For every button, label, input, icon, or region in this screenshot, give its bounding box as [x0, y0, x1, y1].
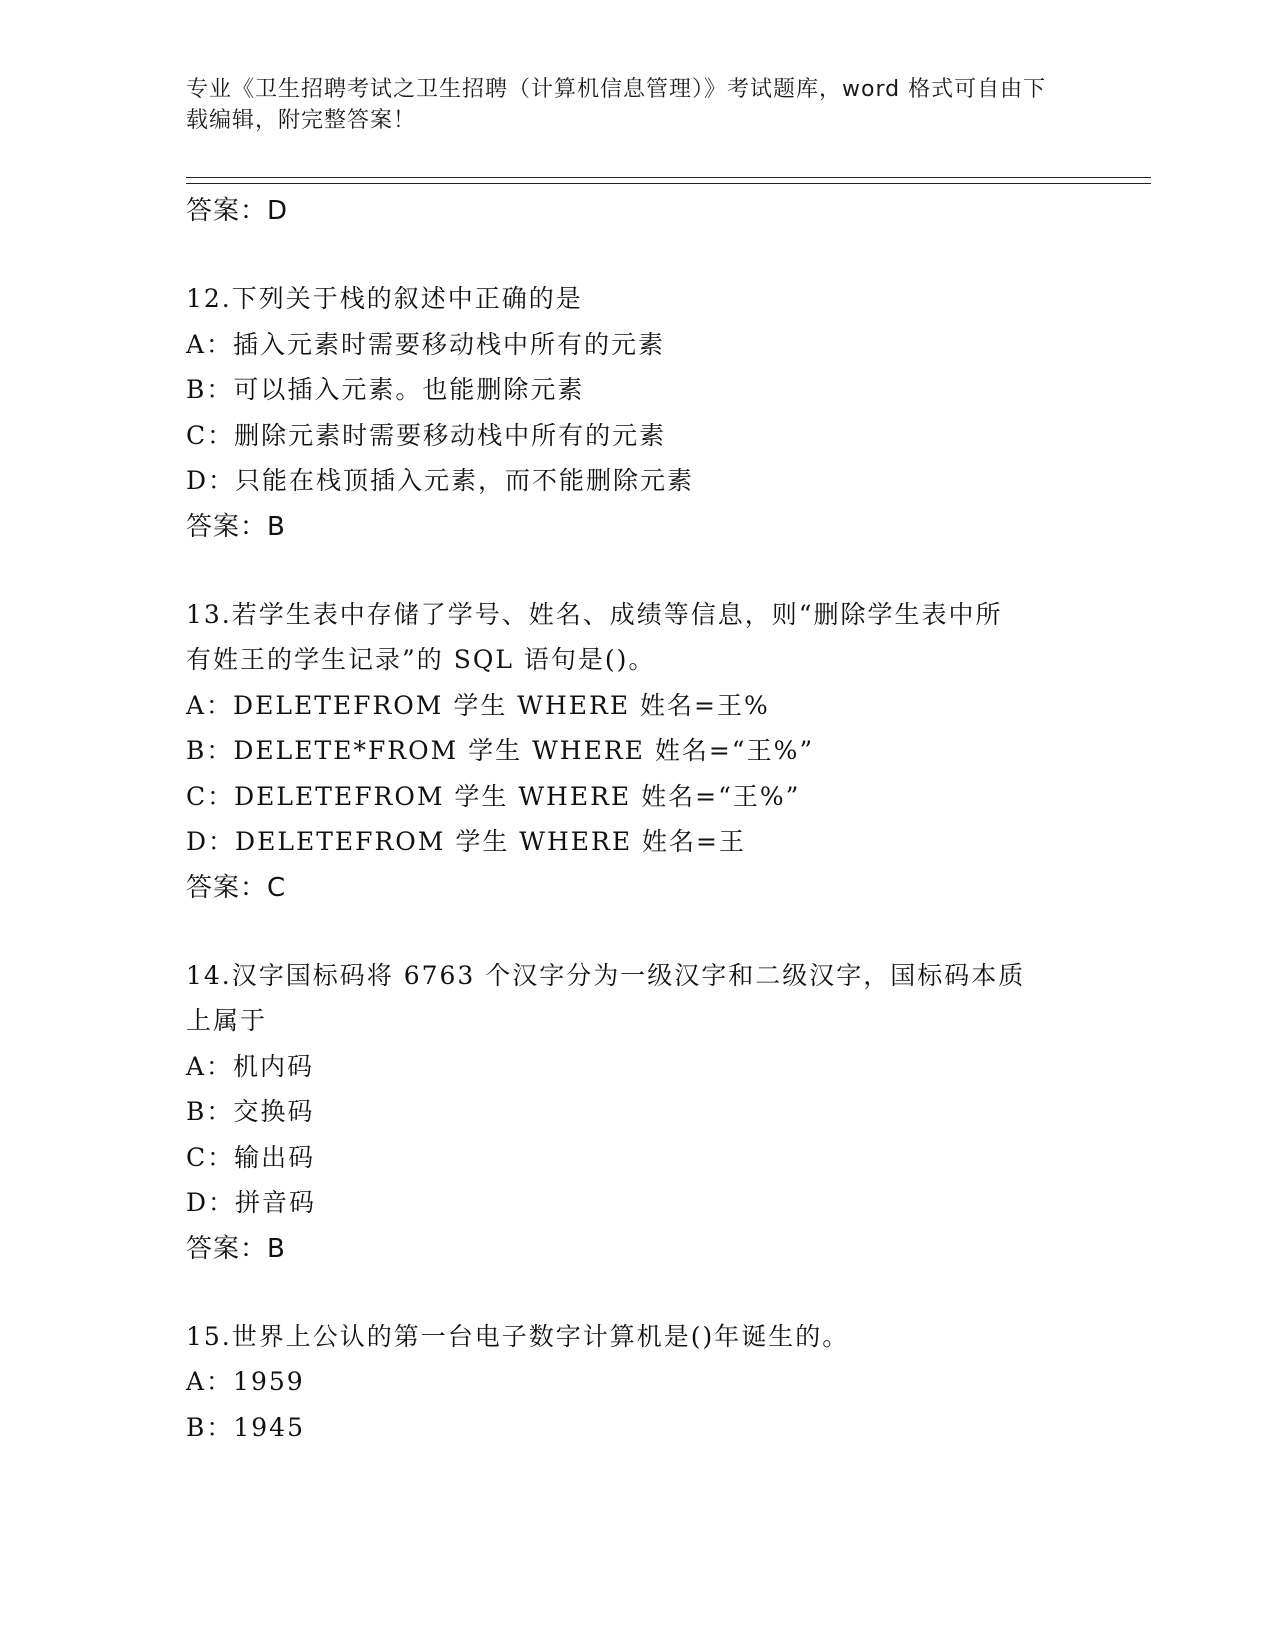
option-c: C：删除元素时需要移动栈中所有的元素	[186, 420, 667, 450]
spacer	[186, 1272, 1086, 1314]
spacer	[186, 234, 1086, 276]
question-stem-line-2: 上属于	[186, 1006, 268, 1035]
answer-line: 答案：B	[186, 511, 286, 542]
question-list	[186, 188, 1086, 1450]
question-stem-line-2: 有姓王的学生记录”的 SQL 语句是()。	[186, 645, 656, 674]
option-b: B：1945	[186, 1412, 305, 1442]
question-13	[186, 592, 1086, 911]
option-a: A：插入元素时需要移动栈中所有的元素	[186, 329, 666, 359]
question-15	[186, 1314, 1086, 1451]
question-stem-line-1: 13.若学生表中存储了学号、姓名、成绩等信息，则“删除学生表中所	[186, 599, 1003, 629]
option-b: B：DELETE*FROM 学生 WHERE 姓名=“王%”	[186, 736, 815, 765]
option-d: D：拼音码	[186, 1188, 317, 1217]
option-d: D：DELETEFROM 学生 WHERE 姓名=王	[186, 827, 746, 856]
question-stem-line-1: 14.汉字国标码将 6763 个汉字分为一级汉字和二级汉字，国标码本质	[186, 960, 1026, 990]
question-stem: 15.世界上公认的第一台电子数字计算机是()年诞生的。	[186, 1321, 850, 1351]
answer-line: 答案：C	[186, 872, 287, 903]
option-c: C：DELETEFROM 学生 WHERE 姓名=“王%”	[186, 781, 801, 811]
question-stem: 12.下列关于栈的叙述中正确的是	[186, 284, 583, 313]
option-a: A：机内码	[186, 1051, 315, 1081]
option-b: B：交换码	[186, 1097, 315, 1126]
answer-line: 答案：B	[186, 1233, 286, 1264]
question-14	[186, 953, 1086, 1272]
option-a: A：DELETEFROM 学生 WHERE 姓名=王%	[186, 690, 770, 720]
answer-line: 答案：D	[186, 196, 289, 226]
option-c: C：输出码	[186, 1142, 316, 1172]
question-12	[186, 276, 1086, 550]
document-header	[186, 74, 1066, 136]
option-d: D：只能在栈顶插入元素，而不能删除元素	[186, 466, 695, 495]
option-a: A：1959	[186, 1367, 305, 1396]
header-text: 专业《卫生招聘考试之卫生招聘（计算机信息管理）》考试题库，word 格式可自由下载编辑，附完整答案！	[186, 77, 1047, 133]
header-double-rule	[186, 177, 1151, 184]
spacer	[186, 550, 1086, 592]
option-b: B：可以插入元素。也能删除元素	[186, 375, 585, 404]
spacer	[186, 911, 1086, 953]
